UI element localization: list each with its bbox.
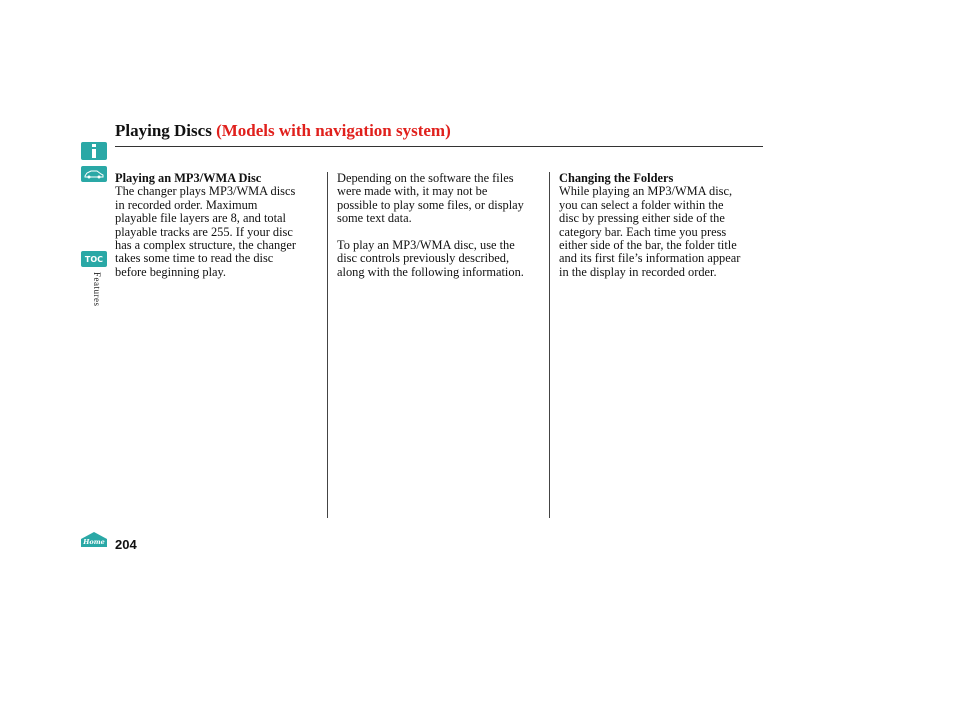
body-line: some text data. <box>337 211 412 226</box>
column-3 <box>559 172 763 279</box>
column-1 <box>115 172 321 279</box>
home-button[interactable] <box>80 531 108 548</box>
body-line: were made with, it may not be <box>337 184 488 199</box>
toc-label: TOC <box>84 254 104 264</box>
title-rule <box>115 146 763 147</box>
column-divider <box>549 172 550 518</box>
page-title <box>115 121 451 141</box>
car-button[interactable] <box>81 166 107 182</box>
toc-button[interactable] <box>81 251 107 267</box>
body-line: disc controls previously described, <box>337 251 510 266</box>
info-icon <box>92 144 96 158</box>
body-line: either side of the bar, the folder title <box>559 238 737 253</box>
body-line: Depending on the software the files <box>337 171 514 185</box>
column-2 <box>337 172 543 279</box>
section-label: Features <box>92 272 102 307</box>
body-line: playable tracks are 255. If your disc <box>115 224 293 239</box>
section-heading: Playing an MP3/WMA Disc <box>115 171 262 185</box>
body-line: While playing an MP3/WMA disc, <box>559 184 733 199</box>
info-button[interactable] <box>81 142 107 160</box>
title-text: Playing Discs <box>115 121 212 140</box>
home-label: Home <box>83 538 105 546</box>
body-line: in recorded order. Maximum <box>115 197 258 212</box>
page-number: 204 <box>115 537 137 552</box>
section-heading: Changing the Folders <box>559 171 674 185</box>
title-subtitle: (Models with navigation system) <box>216 121 451 140</box>
body-line: The changer plays MP3/WMA discs <box>115 184 296 199</box>
body-line: playable file layers are 8, and total <box>115 211 286 226</box>
column-divider <box>327 172 328 518</box>
body-line: has a complex structure, the changer <box>115 238 296 253</box>
body-line: in the display in recorded order. <box>559 264 717 279</box>
body-line: category bar. Each time you press <box>559 224 727 239</box>
body-line: disc by pressing either side of the <box>559 211 725 226</box>
body-line: along with the following information. <box>337 264 524 279</box>
body-line: you can select a folder within the <box>559 197 724 212</box>
body-line: takes some time to read the disc <box>115 251 274 266</box>
car-icon <box>83 169 105 179</box>
body-line: before beginning play. <box>115 264 227 279</box>
body-line: To play an MP3/WMA disc, use the <box>337 238 515 253</box>
body-line: and its first file’s information appear <box>559 251 741 266</box>
body-line: possible to play some files, or display <box>337 197 524 212</box>
